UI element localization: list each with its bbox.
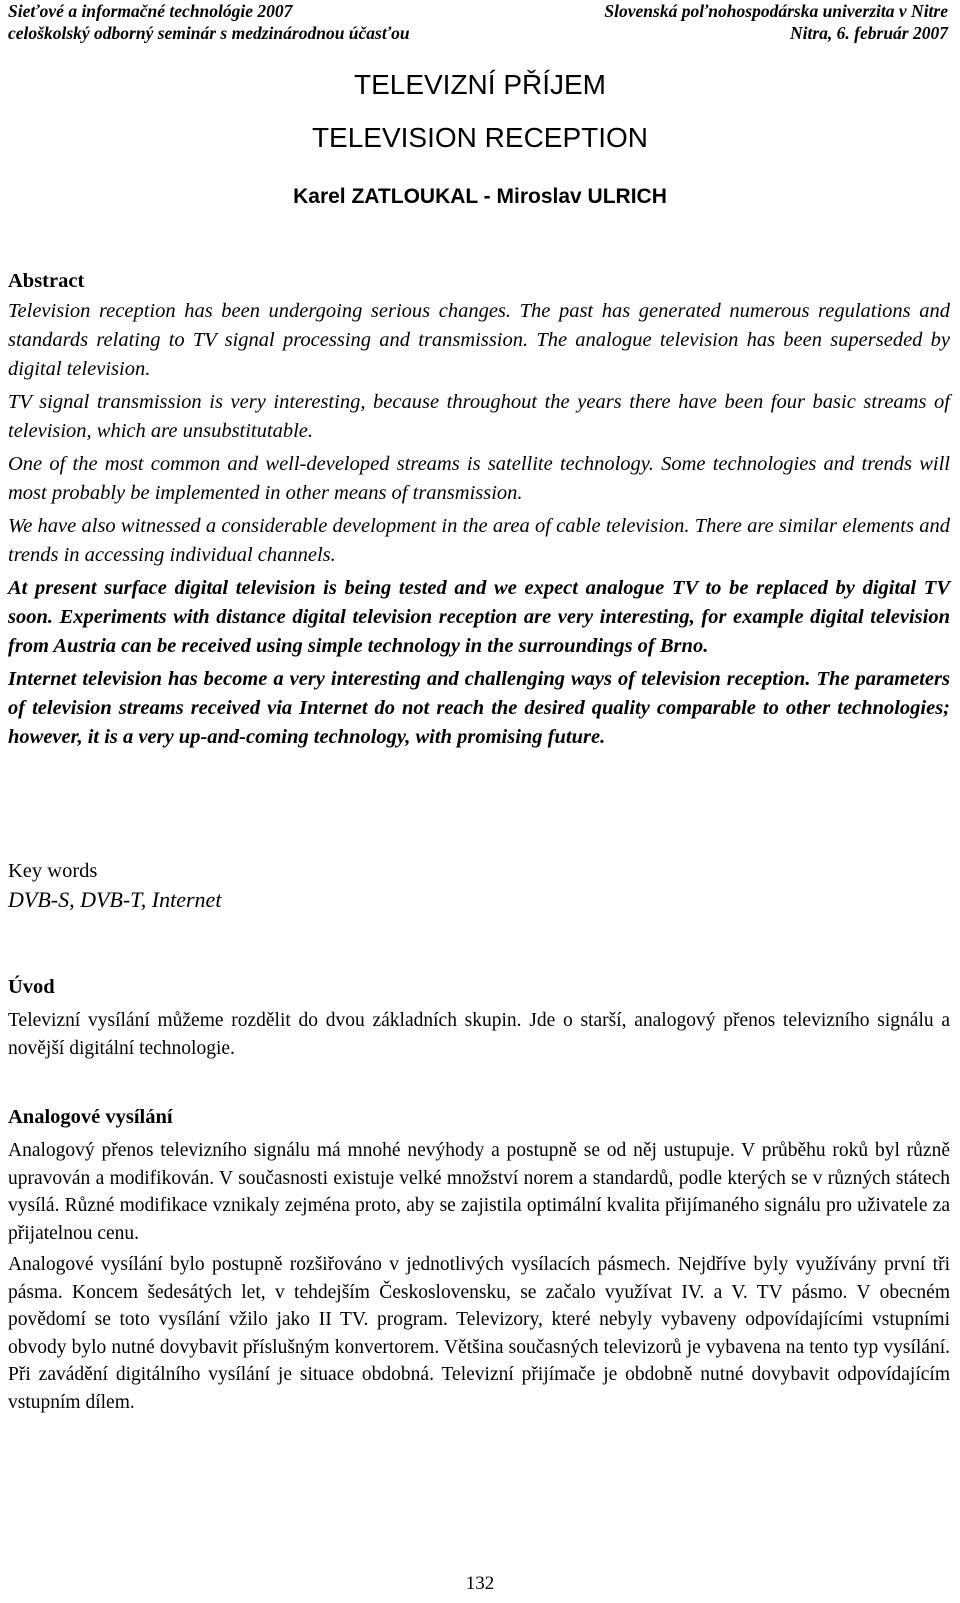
abstract-paragraph: We have also witnessed a considerable development in the area of cable television. There are similar elements and trends in accessing individual channels. [8, 515, 950, 566]
abstract-heading: Abstract [8, 270, 85, 292]
paper-authors: Karel ZATLOUKAL - Miroslav ULRICH [293, 185, 667, 208]
header-event-title: Sieťové a informačné technológie 2007 [8, 1, 293, 21]
page-number: 132 [465, 1573, 495, 1594]
keywords-text: DVB-S, DVB-T, Internet [8, 887, 222, 912]
body-paragraph: Analogové vysílání bylo postupně rozšiřováno v jednotlivých vysílacích pásmech. Nejdříve byly využívány první tři pásma. Koncem šedesátých let, v tehdejším Československu, se začalo využívat IV. a V. TV pásmo. V obecném povědomí se toto vysílání vžilo jako II TV. program. Televizory, které nebyly vybaveny odpovídajícími vstupními obvody bylo nutné dovybavit příslušným konvertorem. Většina současných televizorů je vybavena na tento typ vysílání. Při zavádění digitálního vysílání je situace obdobná. Televizní přijímače je obdobně nutné dovybavit odpovídajícím vstupním dílem. [8, 1254, 950, 1413]
paper-title-english: TELEVISION RECEPTION [311, 122, 649, 153]
abstract-paragraph: Television reception has been undergoing serious changes. The past has generated numerous regulations and standards relating to TV signal processing and transmission. The analogue television has been superseded by digital television. [8, 300, 950, 380]
section-uvod-body [8, 1007, 950, 1066]
keywords-heading: Key words [8, 860, 98, 882]
section-heading-analog: Analogové vysílání [8, 1106, 173, 1128]
abstract-paragraph: At present surface digital television is being tested and we expect analogue TV to be replaced by digital TV soon. Experiments with distance digital television reception are very interesting, for example digital television from Austria can be received using simple technology in the surroundings of Brno. [8, 577, 950, 657]
body-paragraph: Televizní vysílání můžeme rozdělit do dvou základních skupin. Jde o starší, analogový přenos televizního signálu a novější digitální technologie. [8, 1010, 950, 1059]
header-place-date: Nitra, 6. február 2007 [790, 23, 948, 43]
section-analog-body [8, 1137, 950, 1420]
running-header [8, 0, 948, 44]
header-event-subtitle: celoškolský odborný seminár s medzinárodnou účasťou [8, 23, 410, 43]
header-university: Slovenská poľnohospodárska univerzita v Nitre [604, 1, 948, 21]
body-paragraph: Analogový přenos televizního signálu má mnohé nevýhody a postupně se od něj ustupuje. V průběhu roků byl různě upravován a modifikován. V současnosti existuje velké množství norem a standardů, podle kterých se v různých státech vysílá. Různé modifikace vznikaly zejména proto, aby se zajistila optimální kvalita přijímaného signálu pro uživatele za přijatelnou cenu. [8, 1140, 950, 1244]
paper-title-czech: TELEVIZNÍ PŘÍJEM [353, 69, 607, 100]
abstract-paragraph: Internet television has become a very interesting and challenging ways of television reception. The parameters of television streams received via Internet do not reach the desired quality comparable to other technologies; however, it is a very up-and-coming technology, with promising future. [8, 668, 950, 748]
abstract-paragraph: One of the most common and well-developed streams is satellite technology. Some technologies and trends will most probably be implemented in other means of transmission. [8, 453, 950, 504]
abstract-body [8, 297, 950, 756]
abstract-paragraph: TV signal transmission is very interesting, because throughout the years there have been four basic streams of television, which are unsubstitutable. [8, 391, 950, 442]
section-heading-uvod: Úvod [8, 976, 55, 998]
